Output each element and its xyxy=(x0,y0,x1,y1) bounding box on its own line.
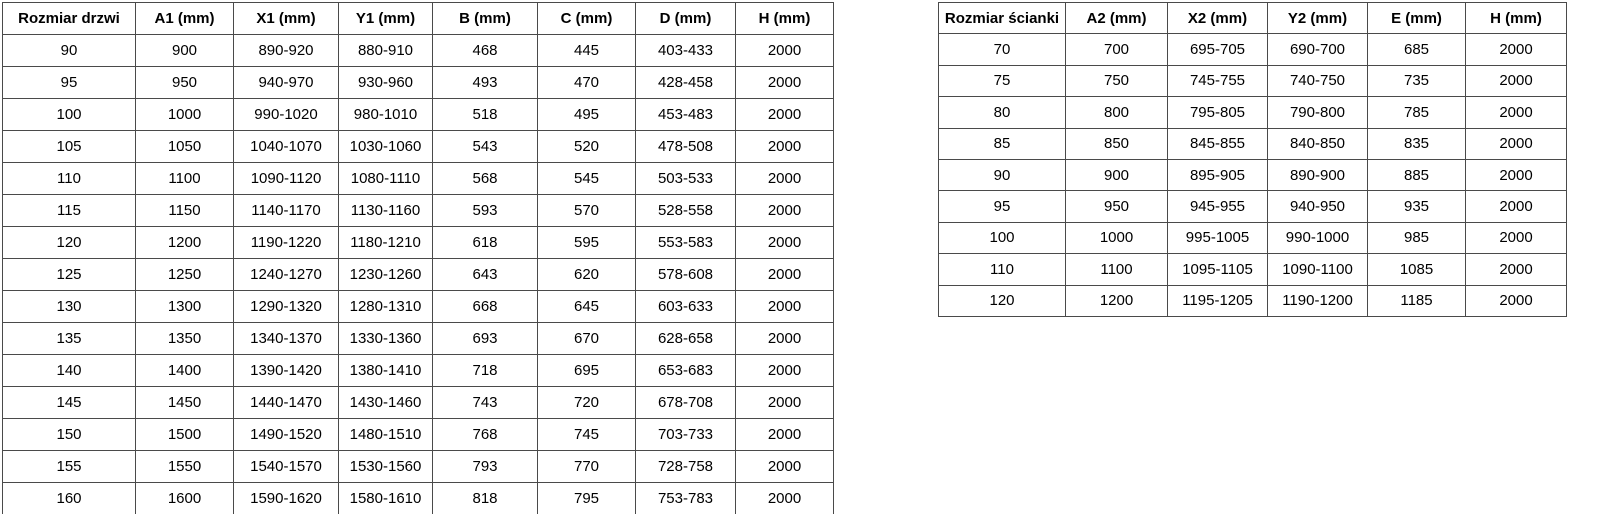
table-cell: 1040-1070 xyxy=(234,131,339,163)
table-cell: 1390-1420 xyxy=(234,355,339,387)
table-header-cell: B (mm) xyxy=(433,3,538,35)
table-cell: 1000 xyxy=(1066,222,1168,253)
table-cell: 120 xyxy=(3,227,136,259)
table-cell: 520 xyxy=(538,131,636,163)
table-cell: 685 xyxy=(1368,34,1466,65)
table-cell: 568 xyxy=(433,163,538,195)
table-cell: 990-1000 xyxy=(1268,222,1368,253)
table-cell: 1090-1120 xyxy=(234,163,339,195)
table-cell: 935 xyxy=(1368,191,1466,222)
table-cell: 1290-1320 xyxy=(234,291,339,323)
table-cell: 100 xyxy=(3,99,136,131)
wall-dimensions-table xyxy=(938,2,1567,317)
table-row xyxy=(3,35,834,67)
table-cell: 1430-1460 xyxy=(339,387,433,419)
table-row xyxy=(939,65,1567,96)
table-row xyxy=(939,128,1567,159)
table-cell: 80 xyxy=(939,97,1066,128)
table-cell: 1195-1205 xyxy=(1168,285,1268,316)
table-cell: 693 xyxy=(433,323,538,355)
table-header-cell: C (mm) xyxy=(538,3,636,35)
table-cell: 668 xyxy=(433,291,538,323)
table-cell: 628-658 xyxy=(636,323,736,355)
table-cell: 2000 xyxy=(1466,97,1567,128)
table-cell: 70 xyxy=(939,34,1066,65)
table-cell: 1090-1100 xyxy=(1268,254,1368,285)
table-header-cell: Rozmiar ścianki xyxy=(939,3,1066,34)
table-cell: 445 xyxy=(538,35,636,67)
table-cell: 453-483 xyxy=(636,99,736,131)
table-cell: 800 xyxy=(1066,97,1168,128)
door-dimensions-table xyxy=(2,2,834,514)
table-cell: 1300 xyxy=(136,291,234,323)
table-cell: 1085 xyxy=(1368,254,1466,285)
table-cell: 155 xyxy=(3,451,136,483)
table-cell: 620 xyxy=(538,259,636,291)
table-cell: 403-433 xyxy=(636,35,736,67)
table-cell: 2000 xyxy=(1466,285,1567,316)
table-cell: 478-508 xyxy=(636,131,736,163)
table-cell: 100 xyxy=(939,222,1066,253)
table-cell: 990-1020 xyxy=(234,99,339,131)
table-cell: 110 xyxy=(939,254,1066,285)
table-cell: 130 xyxy=(3,291,136,323)
table-header-cell: H (mm) xyxy=(1466,3,1567,34)
table-cell: 145 xyxy=(3,387,136,419)
table-cell: 745 xyxy=(538,419,636,451)
table-cell: 2000 xyxy=(736,35,834,67)
table-cell: 135 xyxy=(3,323,136,355)
table-cell: 670 xyxy=(538,323,636,355)
table-cell: 885 xyxy=(1368,159,1466,190)
table-cell: 75 xyxy=(939,65,1066,96)
table-header-cell: Y2 (mm) xyxy=(1268,3,1368,34)
table-cell: 890-900 xyxy=(1268,159,1368,190)
table-cell: 768 xyxy=(433,419,538,451)
table-cell: 895-905 xyxy=(1168,159,1268,190)
table-cell: 785 xyxy=(1368,97,1466,128)
table-row xyxy=(3,195,834,227)
table-cell: 728-758 xyxy=(636,451,736,483)
table-cell: 1200 xyxy=(1066,285,1168,316)
table-header-cell: A1 (mm) xyxy=(136,3,234,35)
table-cell: 2000 xyxy=(736,387,834,419)
table-cell: 2000 xyxy=(736,355,834,387)
table-cell: 1250 xyxy=(136,259,234,291)
table-row xyxy=(939,222,1567,253)
table-row xyxy=(3,355,834,387)
table-cell: 518 xyxy=(433,99,538,131)
table-cell: 120 xyxy=(939,285,1066,316)
table-cell: 1200 xyxy=(136,227,234,259)
table-cell: 603-633 xyxy=(636,291,736,323)
table-cell: 150 xyxy=(3,419,136,451)
table-cell: 545 xyxy=(538,163,636,195)
table-cell: 653-683 xyxy=(636,355,736,387)
table-cell: 1340-1370 xyxy=(234,323,339,355)
table-row xyxy=(939,191,1567,222)
table-cell: 528-558 xyxy=(636,195,736,227)
table-cell: 718 xyxy=(433,355,538,387)
table-cell: 90 xyxy=(3,35,136,67)
table-cell: 140 xyxy=(3,355,136,387)
table-cell: 1130-1160 xyxy=(339,195,433,227)
table-cell: 995-1005 xyxy=(1168,222,1268,253)
table-cell: 110 xyxy=(3,163,136,195)
table-row xyxy=(3,131,834,163)
table-header-row xyxy=(939,3,1567,34)
table-cell: 750 xyxy=(1066,65,1168,96)
table-cell: 90 xyxy=(939,159,1066,190)
table-cell: 900 xyxy=(136,35,234,67)
table-cell: 700 xyxy=(1066,34,1168,65)
table-cell: 2000 xyxy=(1466,191,1567,222)
table-cell: 115 xyxy=(3,195,136,227)
table-cell: 695 xyxy=(538,355,636,387)
table-cell: 985 xyxy=(1368,222,1466,253)
table-cell: 930-960 xyxy=(339,67,433,99)
table-row xyxy=(3,227,834,259)
table-cell: 850 xyxy=(1066,128,1168,159)
table-cell: 2000 xyxy=(1466,128,1567,159)
table-cell: 1150 xyxy=(136,195,234,227)
table-cell: 645 xyxy=(538,291,636,323)
table-cell: 2000 xyxy=(736,451,834,483)
table-row xyxy=(939,285,1567,316)
table-cell: 735 xyxy=(1368,65,1466,96)
table-cell: 570 xyxy=(538,195,636,227)
table-cell: 2000 xyxy=(1466,65,1567,96)
table-cell: 1440-1470 xyxy=(234,387,339,419)
table-cell: 95 xyxy=(3,67,136,99)
table-cell: 1190-1220 xyxy=(234,227,339,259)
table-cell: 950 xyxy=(1066,191,1168,222)
table-row xyxy=(3,291,834,323)
table-cell: 2000 xyxy=(736,259,834,291)
table-cell: 1400 xyxy=(136,355,234,387)
table-row xyxy=(3,67,834,99)
table-cell: 2000 xyxy=(736,291,834,323)
table-cell: 2000 xyxy=(736,195,834,227)
table-row xyxy=(3,419,834,451)
table-row xyxy=(939,34,1567,65)
table-cell: 743 xyxy=(433,387,538,419)
table-cell: 1000 xyxy=(136,99,234,131)
table-cell: 2000 xyxy=(1466,254,1567,285)
table-cell: 85 xyxy=(939,128,1066,159)
table-row xyxy=(3,259,834,291)
table-cell: 790-800 xyxy=(1268,97,1368,128)
table-cell: 1330-1360 xyxy=(339,323,433,355)
table-cell: 1180-1210 xyxy=(339,227,433,259)
table-cell: 1095-1105 xyxy=(1168,254,1268,285)
table-cell: 1350 xyxy=(136,323,234,355)
table-cell: 495 xyxy=(538,99,636,131)
table-cell: 945-955 xyxy=(1168,191,1268,222)
table-cell: 795 xyxy=(538,483,636,514)
table-cell: 578-608 xyxy=(636,259,736,291)
table-cell: 695-705 xyxy=(1168,34,1268,65)
table-cell: 1050 xyxy=(136,131,234,163)
table-cell: 2000 xyxy=(736,67,834,99)
table-row xyxy=(939,97,1567,128)
table-row xyxy=(939,159,1567,190)
table-header-cell: H (mm) xyxy=(736,3,834,35)
table-cell: 643 xyxy=(433,259,538,291)
table-cell: 1550 xyxy=(136,451,234,483)
table-row xyxy=(3,387,834,419)
table-cell: 835 xyxy=(1368,128,1466,159)
table-cell: 2000 xyxy=(736,163,834,195)
table-cell: 980-1010 xyxy=(339,99,433,131)
table-cell: 690-700 xyxy=(1268,34,1368,65)
table-cell: 1230-1260 xyxy=(339,259,433,291)
table-cell: 160 xyxy=(3,483,136,514)
table-cell: 2000 xyxy=(736,483,834,514)
table-cell: 940-950 xyxy=(1268,191,1368,222)
table-cell: 2000 xyxy=(1466,222,1567,253)
table-header-cell: X1 (mm) xyxy=(234,3,339,35)
table-cell: 595 xyxy=(538,227,636,259)
table-cell: 593 xyxy=(433,195,538,227)
table-cell: 1500 xyxy=(136,419,234,451)
table-cell: 720 xyxy=(538,387,636,419)
table-cell: 1380-1410 xyxy=(339,355,433,387)
table-header-cell: E (mm) xyxy=(1368,3,1466,34)
table-cell: 880-910 xyxy=(339,35,433,67)
table-cell: 95 xyxy=(939,191,1066,222)
table-cell: 105 xyxy=(3,131,136,163)
table-cell: 468 xyxy=(433,35,538,67)
table-cell: 1240-1270 xyxy=(234,259,339,291)
table-cell: 1100 xyxy=(136,163,234,195)
table-cell: 1080-1110 xyxy=(339,163,433,195)
table-cell: 428-458 xyxy=(636,67,736,99)
table-cell: 900 xyxy=(1066,159,1168,190)
table-row xyxy=(3,163,834,195)
table-cell: 2000 xyxy=(736,131,834,163)
table-cell: 890-920 xyxy=(234,35,339,67)
table-cell: 1490-1520 xyxy=(234,419,339,451)
table-row xyxy=(3,99,834,131)
table-cell: 1480-1510 xyxy=(339,419,433,451)
table-cell: 618 xyxy=(433,227,538,259)
table-row xyxy=(3,483,834,514)
table-cell: 1450 xyxy=(136,387,234,419)
table-cell: 703-733 xyxy=(636,419,736,451)
table-cell: 753-783 xyxy=(636,483,736,514)
table-cell: 2000 xyxy=(736,419,834,451)
table-cell: 745-755 xyxy=(1168,65,1268,96)
table-cell: 470 xyxy=(538,67,636,99)
table-cell: 818 xyxy=(433,483,538,514)
table-cell: 1580-1610 xyxy=(339,483,433,514)
table-cell: 2000 xyxy=(736,323,834,355)
table-cell: 740-750 xyxy=(1268,65,1368,96)
table-cell: 1590-1620 xyxy=(234,483,339,514)
table-row xyxy=(939,254,1567,285)
table-cell: 1190-1200 xyxy=(1268,285,1368,316)
table-cell: 1100 xyxy=(1066,254,1168,285)
table-header-cell: X2 (mm) xyxy=(1168,3,1268,34)
table-cell: 493 xyxy=(433,67,538,99)
table-cell: 1530-1560 xyxy=(339,451,433,483)
table-cell: 940-970 xyxy=(234,67,339,99)
table-cell: 1140-1170 xyxy=(234,195,339,227)
table-cell: 678-708 xyxy=(636,387,736,419)
table-cell: 793 xyxy=(433,451,538,483)
table-cell: 845-855 xyxy=(1168,128,1268,159)
table-header-cell: Y1 (mm) xyxy=(339,3,433,35)
table-cell: 770 xyxy=(538,451,636,483)
table-header-cell: D (mm) xyxy=(636,3,736,35)
table-cell: 2000 xyxy=(1466,159,1567,190)
table-header-cell: A2 (mm) xyxy=(1066,3,1168,34)
table-cell: 950 xyxy=(136,67,234,99)
table-cell: 125 xyxy=(3,259,136,291)
table-cell: 2000 xyxy=(736,227,834,259)
table-cell: 553-583 xyxy=(636,227,736,259)
table-row xyxy=(3,451,834,483)
table-cell: 2000 xyxy=(736,99,834,131)
table-cell: 2000 xyxy=(1466,34,1567,65)
table-cell: 543 xyxy=(433,131,538,163)
table-header-row xyxy=(3,3,834,35)
table-cell: 1280-1310 xyxy=(339,291,433,323)
table-cell: 1600 xyxy=(136,483,234,514)
table-cell: 840-850 xyxy=(1268,128,1368,159)
table-row xyxy=(3,323,834,355)
table-cell: 1030-1060 xyxy=(339,131,433,163)
table-cell: 795-805 xyxy=(1168,97,1268,128)
table-cell: 1540-1570 xyxy=(234,451,339,483)
table-cell: 1185 xyxy=(1368,285,1466,316)
table-cell: 503-533 xyxy=(636,163,736,195)
table-header-cell: Rozmiar drzwi xyxy=(3,3,136,35)
